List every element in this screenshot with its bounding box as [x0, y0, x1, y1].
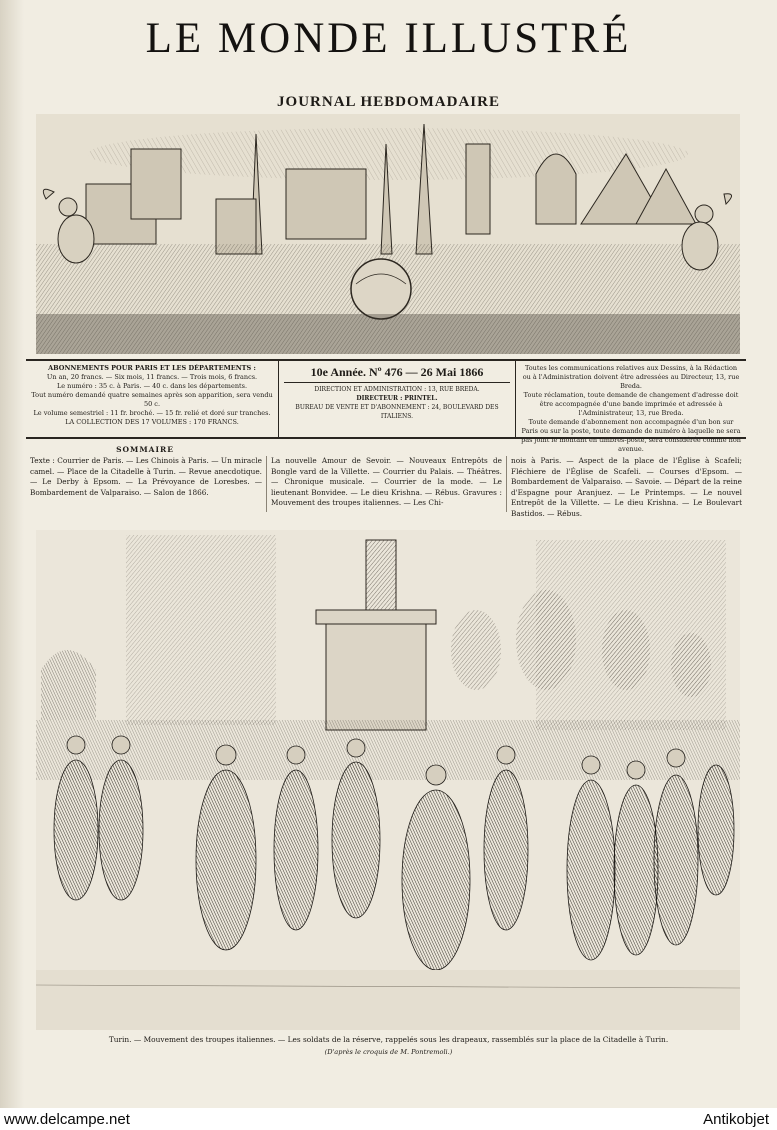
listing-footer	[0, 1108, 777, 1130]
main-engraving	[36, 530, 740, 1030]
engraving-credit: (D'après le croquis de M. Pontremoli.)	[324, 1048, 453, 1056]
issue-line: 10e Année. Nº 476 — 26 Mai 1866	[284, 364, 510, 383]
issue-number: Nº 476	[369, 365, 403, 379]
back-issue-price: Tout numéro demandé quatre semaines après son apparition, sera vendu 50 c.	[31, 391, 273, 408]
sommaire-column-3: nois à Paris. — Aspect de la place de l'Église à Scafeli; Fléchiere de l'Église de Scafeli. — Courses d'Epsom. — Bombardement de Valparaiso. — Savoie. — Départ de la reine d'Espagne pour Aranjuez. — Le Printemps. — Le nouvel Entrepôt de la Villette. — Le dieu Krishna. — Le Boulevart Bastidos. — Rébus.	[506, 456, 746, 512]
issue-info	[278, 361, 516, 437]
issue-price: Le numéro : 35 c. à Paris. — 40 c. dans les départements.	[56, 382, 248, 390]
sommaire-column-1: Texte : Courrier de Paris. — Les Chinois à Paris. — Un miracle camel. — Place de la Citadelle à Turin. — Revue anecdotique. — Le Derby à Epsom. — La Prévoyance de Loresbes. — Bombardement de Valparaiso. — Salon de 1866.	[30, 456, 262, 497]
globe-illustration	[351, 259, 411, 319]
footer-site-link[interactable]: www.delcampe.net	[4, 1111, 130, 1128]
subscription-heading: ABONNEMENTS POUR PARIS ET LES DÉPARTEMENTS :	[48, 364, 256, 372]
masthead-title: LE MONDE ILLUSTRÉ	[145, 15, 632, 62]
banner-engraving	[36, 114, 740, 354]
volume-price: Le volume semestriel : 11 fr. broché. — 15 fr. relié et doré sur tranches.	[33, 409, 271, 417]
sommaire-heading: SOMMAIRE	[116, 445, 174, 454]
sommaire-contents	[26, 456, 746, 518]
issue-date: 26 Mai 1866	[420, 365, 484, 379]
notice-drawings: Toutes les communications relatives aux Dessins, à la Rédaction ou à l'Administration doivent être adressées au Directeur, 13, rue Breda.	[522, 364, 740, 390]
sommaire-column-2: La nouvelle Amour de Sevoir. — Nouveaux Entrepôts de Bongle vard de la Villette. — Courrier du Palais. — Théâtres. — Chronique musicale. — Courrier de la mode. — Le lieutenant Bonvidee. — Le dieu Krishna. — Rébus. Gravures : Mouvement des troupes italiennes. — Les Chi-	[266, 456, 506, 512]
footer-seller-name: Antikobjet	[703, 1111, 769, 1128]
direction-address: DIRECTION ET ADMINISTRATION : 13, RUE BREDA.	[314, 386, 480, 393]
page-edge-shadow	[0, 0, 24, 1108]
collection-price: LA COLLECTION DES 17 VOLUMES : 170 FRANCS.	[65, 418, 239, 426]
engraving-caption: Turin. — Mouvement des troupes italiennes. — Les soldats de la réserve, rappelés sous les drapeaux, rassemblés sur la place de la Citadelle à Turin.	[108, 1035, 669, 1044]
notice-address-change: Toute réclamation, toute demande de changement d'adresse doit être accompagnée d'une bande imprimée et adressée à l'Administrateur, 13, rue Breda.	[523, 391, 739, 417]
bureau-address: BUREAU DE VENTE ET D'ABONNEMENT : 24, BOULEVARD DES ITALIENS.	[295, 404, 499, 420]
masthead-subtitle: JOURNAL HEBDOMADAIRE	[277, 94, 500, 110]
subscription-rates: Un an, 20 francs. — Six mois, 11 francs. — Trois mois, 6 francs.	[46, 373, 258, 381]
notice-subscription: Toute demande d'abonnement non accompagnée d'un bon sur Paris ou sur la poste, toute demande de numéro à laquelle ne sera pas joint le montant en timbres-poste, sera considérée comme non avenue.	[521, 418, 741, 453]
correspondence-notices	[516, 361, 746, 453]
issue-year: 10e Année.	[310, 365, 367, 379]
subscription-prices	[26, 361, 278, 437]
director-name: DIRECTEUR : PRINTEL.	[356, 395, 438, 402]
